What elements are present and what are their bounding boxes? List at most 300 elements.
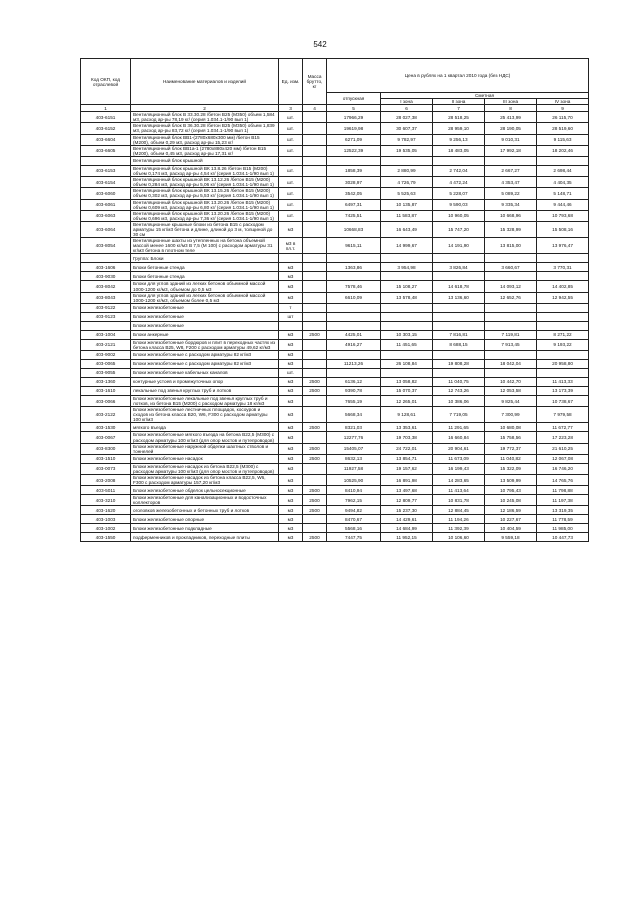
row-unit: шт.: [279, 199, 303, 210]
row-mass: [303, 272, 327, 281]
row-release-price: [327, 156, 381, 165]
row-code: 403-8300: [81, 443, 131, 454]
column-number: 7: [433, 105, 485, 112]
row-name: Вентиляционный блок крышной ВК 13.20.26 /бетон В15 (М200) объем 0,609 м3, расход ар-ры 6,80 кг/ (серия 1.034.1-1/90 вып 1): [131, 199, 279, 210]
row-zone-2-price: 11 291,65: [433, 423, 485, 432]
row-zone-4-price: 4 404,35: [537, 177, 589, 188]
header-zone-3: III зона: [485, 99, 537, 105]
row-zone-2-price: [433, 312, 485, 321]
row-zone-2-price: [433, 351, 485, 360]
table-row: [81, 321, 589, 330]
row-zone-3-price: 9 010,31: [485, 134, 537, 145]
header-release: отпускная: [327, 93, 381, 105]
row-mass: [303, 281, 327, 292]
row-mass: [303, 221, 327, 237]
row-zone-3-price: 12 186,59: [485, 506, 537, 515]
row-name: Блоки железобетонные бордюров и плит в переходных частях из бетона класса В25, W8, F200 с расходом арматуры 49,62 кг/м3: [131, 339, 279, 350]
row-code: 403-8054: [81, 238, 131, 254]
row-zone-3-price: 10 442,70: [485, 378, 537, 387]
row-code: 403-9122: [81, 303, 131, 312]
row-zone-1-price: [381, 272, 433, 281]
row-name: Блоки для углов зданий из легких бетонов объемной массой 1000-1200 кг/м3, объемом более 0,5 м3: [131, 292, 279, 303]
row-zone-2-price: 14 618,78: [433, 281, 485, 292]
row-name: Блоки железобетонные мягкого въезда на бетона В22,5 (М300) с расходом арматуры 100 кг/м3 (для опор мостов и путепроводов): [131, 432, 279, 443]
row-zone-4-price: 11 798,88: [537, 486, 589, 495]
row-zone-3-price: 19 772,37: [485, 443, 537, 454]
row-zone-3-price: 9 559,18: [485, 533, 537, 542]
header-zone-2: II зона: [433, 99, 485, 105]
table-row: [81, 221, 589, 237]
row-zone-1-price: [381, 303, 433, 312]
row-release-price: 7962,15: [327, 495, 381, 506]
row-mass: 2500: [303, 378, 327, 387]
row-code: 403-1002: [81, 524, 131, 533]
row-zone-3-price: 18 042,04: [485, 360, 537, 369]
row-zone-4-price: [537, 312, 589, 321]
row-code: 403-1003: [81, 515, 131, 524]
row-zone-1-price: 13 058,82: [381, 378, 433, 387]
table-row: [81, 495, 589, 506]
row-zone-3-price: 11 040,82: [485, 454, 537, 463]
table-row: [81, 188, 589, 199]
row-zone-4-price: [537, 351, 589, 360]
table-row: [81, 463, 589, 474]
row-unit: шт.: [279, 188, 303, 199]
row-zone-2-price: 9 256,13: [433, 134, 485, 145]
row-zone-4-price: 2 698,44: [537, 165, 589, 176]
row-code: 403-6153: [81, 165, 131, 176]
row-name: контурные устоев и промежуточных опор: [131, 378, 279, 387]
row-unit: шт.: [279, 134, 303, 145]
row-zone-1-price: 15 070,37: [381, 387, 433, 396]
row-code: 403-1610: [81, 387, 131, 396]
row-zone-4-price: 11 672,77: [537, 423, 589, 432]
row-name: Вентиляционный блок В 36.30.28 /бетон В25 (М350) объем 1,839 м3, расход ар-ры 83,72 кг/ (серия 1.034.1-1/90 вып 1): [131, 123, 279, 134]
table-row: [81, 378, 589, 387]
column-number: 1: [81, 105, 131, 112]
row-zone-3-price: 4 353,47: [485, 177, 537, 188]
row-mass: 2500: [303, 423, 327, 432]
row-zone-2-price: 20 904,61: [433, 443, 485, 454]
column-number: 6: [381, 105, 433, 112]
row-zone-4-price: 18 202,46: [537, 145, 589, 156]
row-zone-2-price: [433, 303, 485, 312]
row-name: Блоки железобетонные насадок: [131, 454, 279, 463]
row-unit: [279, 321, 303, 330]
row-unit: м3: [279, 533, 303, 542]
row-name: Вентиляционный блок крышной ВК 13.15.26 /бетон В15 (М200) объем 0,302 м3, расход ар-ры 5,53 кг/ (серия 1.034.1-1/90 вып 1): [131, 188, 279, 199]
row-release-price: 6610,09: [327, 292, 381, 303]
row-zone-1-price: 13 497,68: [381, 486, 433, 495]
row-zone-4-price: 10 793,68: [537, 210, 589, 221]
row-zone-3-price: [485, 272, 537, 281]
row-unit: м3: [279, 387, 303, 396]
row-mass: [303, 210, 327, 221]
row-zone-3-price: 10 668,96: [485, 210, 537, 221]
row-release-price: [327, 351, 381, 360]
row-zone-2-price: [433, 321, 485, 330]
row-code: 403-2122: [81, 407, 131, 423]
header-mass: Масса брутто, кг: [303, 59, 327, 105]
row-unit: м3: [279, 292, 303, 303]
row-release-price: 3542,05: [327, 188, 381, 199]
row-code: 403-1530: [81, 423, 131, 432]
row-release-price: 9615,11: [327, 238, 381, 254]
row-zone-1-price: 14 684,99: [381, 524, 433, 533]
row-zone-1-price: 14 429,61: [381, 515, 433, 524]
row-mass: 2500: [303, 486, 327, 495]
row-zone-2-price: [433, 254, 485, 263]
row-zone-2-price: 9 590,03: [433, 199, 485, 210]
row-mass: [303, 238, 327, 254]
row-zone-1-price: 14 999,67: [381, 238, 433, 254]
row-mass: [303, 463, 327, 474]
row-mass: [303, 112, 327, 123]
row-code: 403-8043: [81, 292, 131, 303]
row-zone-3-price: 13 509,99: [485, 475, 537, 486]
table-row: [81, 443, 589, 454]
row-zone-1-price: 9 128,61: [381, 407, 433, 423]
row-name: Блоки анкерные: [131, 330, 279, 339]
row-zone-1-price: 11 952,15: [381, 533, 433, 542]
row-zone-2-price: [433, 369, 485, 378]
row-code: 403-1360: [81, 378, 131, 387]
row-release-price: 19619,98: [327, 123, 381, 134]
row-release-price: 7578,46: [327, 281, 381, 292]
row-unit: м3: [279, 475, 303, 486]
row-zone-3-price: 10 227,67: [485, 515, 537, 524]
row-mass: [303, 524, 327, 533]
row-name: Блоки бетонные стенда: [131, 263, 279, 272]
row-name: мягкого въезда: [131, 423, 279, 432]
row-zone-1-price: 28 027,38: [381, 112, 433, 123]
table-row: [81, 330, 589, 339]
row-release-price: 10525,90: [327, 475, 381, 486]
row-unit: шт.: [279, 210, 303, 221]
row-zone-2-price: [433, 272, 485, 281]
row-mass: [303, 303, 327, 312]
row-zone-4-price: 12 942,55: [537, 292, 589, 303]
row-unit: шт.: [279, 112, 303, 123]
row-code: 403-5011: [81, 486, 131, 495]
header-name: Наименование материалов и изделий: [131, 59, 279, 105]
row-zone-2-price: 28 959,10: [433, 123, 485, 134]
row-release-price: 6136,12: [327, 378, 381, 387]
row-zone-3-price: 12 652,76: [485, 292, 537, 303]
row-code: 403-1620: [81, 506, 131, 515]
row-code: 403-0066: [81, 396, 131, 407]
row-zone-4-price: 21 610,25: [537, 443, 589, 454]
row-zone-2-price: 7 719,05: [433, 407, 485, 423]
row-zone-2-price: [433, 156, 485, 165]
table-row: [81, 263, 589, 272]
row-zone-1-price: [381, 254, 433, 263]
row-unit: м3: [279, 515, 303, 524]
row-mass: [303, 292, 327, 303]
row-zone-2-price: 16 660,84: [433, 432, 485, 443]
row-zone-3-price: 10 680,08: [485, 423, 537, 432]
row-name: Вентиляционный блок крышной ВК 13.8.26 /бетон В15 (М200) объем 0,174 м3, расход ар-ры 4,54 кг/ (серия 1.034.1-1/90 вып 1): [131, 165, 279, 176]
row-mass: [303, 263, 327, 272]
header-zone-4: IV зона: [537, 99, 589, 105]
row-zone-4-price: 15 508,16: [537, 221, 589, 237]
row-unit: м3: [279, 378, 303, 387]
row-name: Блоки для углов зданий из легких бетонов объемной массой 1000-1200 кг/м3, объемом до 0,5 м3: [131, 281, 279, 292]
row-zone-1-price: 13 578,48: [381, 292, 433, 303]
row-name: Группа: Блоки: [131, 254, 279, 263]
table-row: [81, 177, 589, 188]
page-number: 542: [313, 40, 327, 49]
row-zone-4-price: [537, 303, 589, 312]
row-unit: м3: [279, 495, 303, 506]
table-row: [81, 312, 589, 321]
row-mass: [303, 432, 327, 443]
column-number: 8: [485, 105, 537, 112]
row-zone-3-price: 15 328,99: [485, 221, 537, 237]
header-zone-1: I зона: [381, 99, 433, 105]
column-number: 5: [327, 105, 381, 112]
row-zone-4-price: 17 223,28: [537, 432, 589, 443]
row-unit: шт.: [279, 177, 303, 188]
row-release-price: 9390,78: [327, 387, 381, 396]
row-zone-2-price: 10 106,60: [433, 533, 485, 542]
table-row: [81, 387, 589, 396]
row-release-price: 1363,86: [327, 263, 381, 272]
row-zone-2-price: 13 136,60: [433, 292, 485, 303]
row-zone-1-price: 12 809,77: [381, 495, 433, 506]
row-name: Блоки железобетонные кабельных каналов: [131, 369, 279, 378]
row-code: 403-9030: [81, 272, 131, 281]
row-release-price: 5568,16: [327, 524, 381, 533]
row-unit: м3: [279, 396, 303, 407]
row-zone-1-price: [381, 351, 433, 360]
row-zone-4-price: 9 115,63: [537, 134, 589, 145]
row-zone-2-price: 14 191,90: [433, 238, 485, 254]
row-unit: м3: [279, 407, 303, 423]
row-name: Вентиляционные шахты из утепленных на бетона объемной массой менее 1600 кг/м3 В 7,5 (М 100) с расходом арматуры 31 кг/м3 бетона в плотном теле: [131, 238, 279, 254]
table-row: [81, 515, 589, 524]
table-row: [81, 423, 589, 432]
row-mass: [303, 165, 327, 176]
row-code: 403-1510: [81, 454, 131, 463]
table-row: [81, 292, 589, 303]
row-zone-4-price: 3 770,31: [537, 263, 589, 272]
row-code: 403-6061: [81, 199, 131, 210]
row-name: Вентиляционный блок крышной: [131, 156, 279, 165]
row-release-price: 6497,31: [327, 199, 381, 210]
row-name: Вентиляционный блок крышной ВК 13.12.26 /бетон В15 (М200) объем 0,284 м3, расход ар-ры 5,06 кг/ (серия 1.034.1-1/90 вып 1): [131, 177, 279, 188]
row-release-price: 12277,76: [327, 432, 381, 443]
row-zone-1-price: 16 643,49: [381, 221, 433, 237]
row-zone-2-price: 14 283,65: [433, 475, 485, 486]
table-row: [81, 506, 589, 515]
row-zone-3-price: 10 795,43: [485, 486, 537, 495]
row-zone-1-price: 2 880,99: [381, 165, 433, 176]
row-zone-3-price: 10 245,08: [485, 495, 537, 506]
row-release-price: [327, 312, 381, 321]
row-zone-3-price: [485, 156, 537, 165]
row-mass: [303, 188, 327, 199]
row-name: Вентиляционные крышные блоки из бетона В15 с расходом арматуры 15 кг/м3 бетона и длине, длиной до 3 м, толщиной до 30 см: [131, 221, 279, 237]
row-zone-3-price: 2 667,27: [485, 165, 537, 176]
row-zone-2-price: 11 413,64: [433, 486, 485, 495]
row-unit: м3: [279, 360, 303, 369]
row-mass: [303, 339, 327, 350]
row-zone-4-price: 11 197,38: [537, 495, 589, 506]
row-name: Блоки железобетонные лестничных площадок, косоуров и сходов из бетона класса В20, W6, F300 с расходом арматуры 100 кг/м3: [131, 407, 279, 423]
row-zone-2-price: 11 040,75: [433, 378, 485, 387]
row-name: Вентиляционный блок ВВ1а-1 (2780х880х420 мм) /бетон В15 (М200), объем 0,45 м3, расход ар-ры 17,31 кг/: [131, 145, 279, 156]
row-code: 403-0065: [81, 360, 131, 369]
row-zone-4-price: [537, 272, 589, 281]
row-zone-3-price: 5 089,22: [485, 188, 537, 199]
table-row: [81, 369, 589, 378]
row-zone-4-price: 8 271,22: [537, 330, 589, 339]
row-name: Блоки железобетонные для канализационных и водосточных коллекторов: [131, 495, 279, 506]
row-release-price: 10668,83: [327, 221, 381, 237]
row-code: 403-2121: [81, 339, 131, 350]
row-mass: [303, 475, 327, 486]
row-mass: [303, 156, 327, 165]
row-zone-2-price: 8 688,15: [433, 339, 485, 350]
row-zone-4-price: 5 148,71: [537, 188, 589, 199]
row-zone-4-price: 11 985,00: [537, 524, 589, 533]
row-release-price: 6271,09: [327, 134, 381, 145]
row-mass: 2500: [303, 506, 327, 515]
row-unit: м3: [279, 339, 303, 350]
table-row: [81, 475, 589, 486]
row-zone-3-price: 14 093,12: [485, 281, 537, 292]
row-mass: [303, 360, 327, 369]
row-code: 403-9002: [81, 351, 131, 360]
row-unit: шт.: [279, 123, 303, 134]
table-row: [81, 351, 589, 360]
row-zone-2-price: 10 831,78: [433, 495, 485, 506]
row-release-price: 1858,39: [327, 165, 381, 176]
row-name: Блоки железобетонные лекальные под звенья круглых труб и лотков, из бетона В15 (М200) с расходом арматуры 18 кг/м3: [131, 396, 279, 407]
row-zone-3-price: 17 992,18: [485, 145, 537, 156]
row-mass: 2500: [303, 495, 327, 506]
row-zone-2-price: 5 228,07: [433, 188, 485, 199]
row-code: 403-6154: [81, 177, 131, 188]
column-number: 2: [131, 105, 279, 112]
row-zone-4-price: 13 319,35: [537, 506, 589, 515]
row-mass: [303, 407, 327, 423]
header-unit: Ед. изм.: [279, 59, 303, 105]
row-zone-2-price: 11 194,26: [433, 515, 485, 524]
table-row: [81, 407, 589, 423]
row-zone-4-price: [537, 321, 589, 330]
row-name: Вентиляционный блок крышной ВК 13.20.26 /бетон В15 (М200) объем 0,696 м3, расход ар-ры 7,36 кг/ (серия 1.034.1-1/90 вып 1): [131, 210, 279, 221]
row-zone-1-price: 4 726,79: [381, 177, 433, 188]
row-name: Блоки железобетонные: [131, 312, 279, 321]
row-name: Блоки железобетонные насадок из бетона класса В22,5, W6, F300 с расходом арматуры 157,20 кг/м3: [131, 475, 279, 486]
row-release-price: [327, 369, 381, 378]
row-zone-4-price: 10 738,67: [537, 396, 589, 407]
row-zone-1-price: 5 525,63: [381, 188, 433, 199]
row-unit: м3: [279, 330, 303, 339]
row-name: Блоки железобетонные: [131, 303, 279, 312]
row-code: 403-9055: [81, 369, 131, 378]
row-zone-4-price: 9 193,22: [537, 339, 589, 350]
table-row: [81, 272, 589, 281]
row-zone-3-price: 7 300,99: [485, 407, 537, 423]
row-unit: шт.: [279, 369, 303, 378]
row-zone-1-price: 3 954,98: [381, 263, 433, 272]
row-zone-3-price: 12 053,58: [485, 387, 537, 396]
row-mass: [303, 515, 327, 524]
row-name: Блоки железобетонные обделок цельносекционные: [131, 486, 279, 495]
row-unit: м3: [279, 423, 303, 432]
row-unit: м3: [279, 263, 303, 272]
row-zone-2-price: 2 742,04: [433, 165, 485, 176]
row-zone-3-price: 25 413,99: [485, 112, 537, 123]
table-row: [81, 210, 589, 221]
row-zone-3-price: [485, 254, 537, 263]
row-release-price: 3028,97: [327, 177, 381, 188]
row-mass: [303, 134, 327, 145]
column-number: 9: [537, 105, 589, 112]
table-row: [81, 134, 589, 145]
row-code: 403-8042: [81, 281, 131, 292]
row-zone-2-price: 18 483,05: [433, 145, 485, 156]
row-unit: м3: [279, 524, 303, 533]
row-name: Блоки железобетонные с расходом арматуры 82 кг/м3: [131, 360, 279, 369]
row-zone-2-price: 16 199,43: [433, 463, 485, 474]
row-mass: [303, 145, 327, 156]
row-unit: м3: [279, 272, 303, 281]
row-release-price: 9494,82: [327, 506, 381, 515]
row-zone-3-price: [485, 321, 537, 330]
row-code: 403-1004: [81, 330, 131, 339]
row-zone-1-price: 11 451,65: [381, 339, 433, 350]
row-unit: м3: [279, 432, 303, 443]
row-name: подферменников и прокладников, переходные плиты: [131, 533, 279, 542]
row-mass: [303, 312, 327, 321]
row-zone-1-price: 11 583,87: [381, 210, 433, 221]
row-zone-2-price: 19 808,28: [433, 360, 485, 369]
row-zone-3-price: 7 913,45: [485, 339, 537, 350]
row-zone-1-price: 19 703,38: [381, 432, 433, 443]
row-code: 403-2008: [81, 475, 131, 486]
table-row: [81, 486, 589, 495]
row-unit: м3: [279, 221, 303, 237]
row-code: [81, 156, 131, 165]
row-zone-4-price: [537, 369, 589, 378]
row-unit: [279, 254, 303, 263]
row-unit: м3: [279, 351, 303, 360]
row-code: 403-1550: [81, 533, 131, 542]
row-name: Вентиляционный блок В 33.30.28 /бетон В25 (М350) объем 1,584 м3, расход ар-ры 78,19 кг/ (серия 1.034.1-1/90 вып 1): [131, 112, 279, 123]
row-zone-4-price: 13 976,47: [537, 238, 589, 254]
row-zone-2-price: 7 816,81: [433, 330, 485, 339]
row-name: Блоки бетонные стенда: [131, 272, 279, 281]
row-name: Блоки железобетонные с расходом арматуры 82 кг/м3: [131, 351, 279, 360]
row-zone-1-price: 15 108,27: [381, 281, 433, 292]
row-zone-3-price: [485, 303, 537, 312]
row-zone-2-price: 11 392,39: [433, 524, 485, 533]
row-zone-4-price: 7 979,58: [537, 407, 589, 423]
row-zone-2-price: 10 386,06: [433, 396, 485, 407]
row-zone-2-price: 10 960,05: [433, 210, 485, 221]
row-name: Блоки железобетонные наружной обделки шахтных стволов и тоннелей: [131, 443, 279, 454]
row-name: лекальные под звенья круглых труб и лотков: [131, 387, 279, 396]
row-zone-4-price: 11 778,59: [537, 515, 589, 524]
row-code: 403-6151: [81, 112, 131, 123]
row-zone-4-price: 16 746,20: [537, 463, 589, 474]
row-zone-4-price: 9 444,46: [537, 199, 589, 210]
row-release-price: [327, 321, 381, 330]
